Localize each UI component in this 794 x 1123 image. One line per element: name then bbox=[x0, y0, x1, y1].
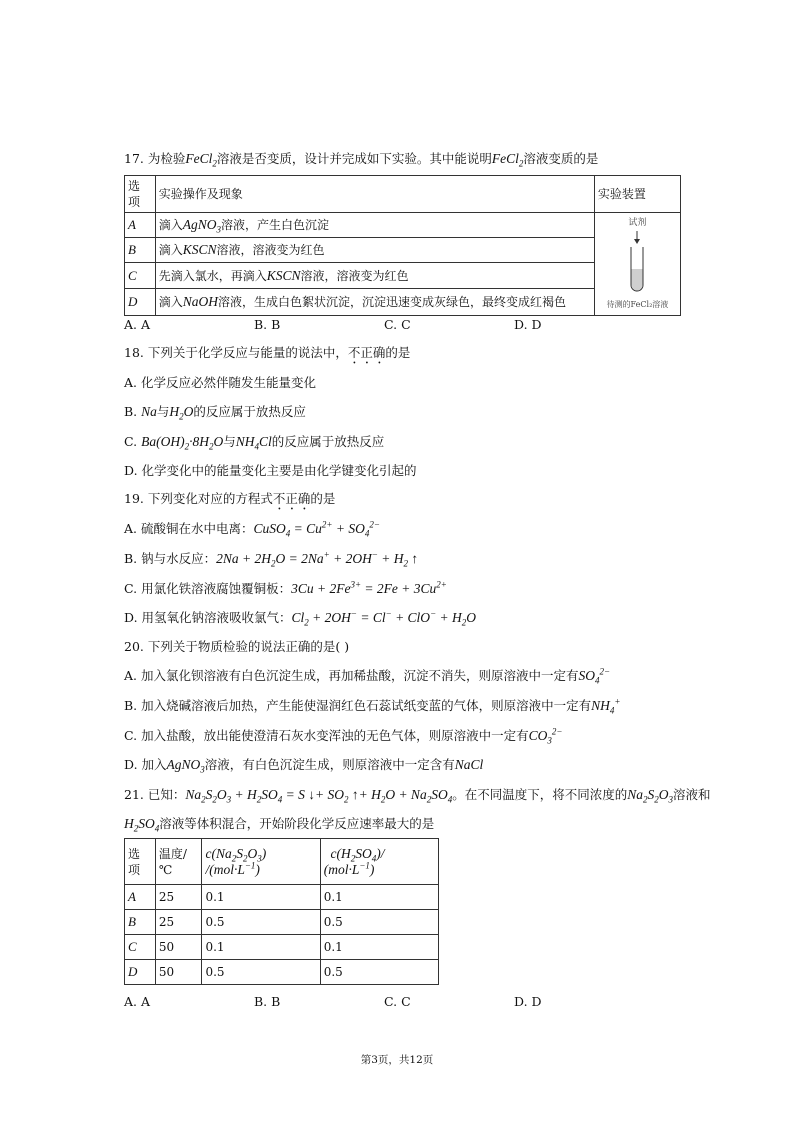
q20-option-d: D. 加入AgNO$_3$溶液，有白色沉淀生成，则原溶液中一定含有NaCl bbox=[124, 757, 484, 775]
test-tube-icon bbox=[617, 231, 657, 293]
q20-option-a: A. 加入氯化钡溶液有白色沉淀生成，再加稀盐酸，沉淀不消失，则原溶液中一定有$SO_4^{2-}$ bbox=[124, 666, 611, 686]
apparatus-cell: 试剂 待测的FeCl₂溶液 bbox=[594, 213, 680, 316]
q21-table: 选项 温度/℃ $c(Na_2S_2O_3)$ $/(mol\cdot L^{-1})$ $c(H_2SO_4)/$ $(mol\cdot L^{-1})$ A 25 0.1 0.1 B 25 0.5 0.5 C 50 0.1 0.1 D 50 0.5 0.5 bbox=[124, 838, 439, 985]
q18-option-b: B. Na与$H_2O$的反应属于放热反应 bbox=[124, 404, 306, 422]
q17-table: 选项 实验操作及现象 实验装置 A 滴入AgNO$_3$溶液，产生白色沉淀 试剂 待测的FeCl₂溶液 B 滴入KSCN溶液，溶液变为红色 C 先滴入氯水，再滴入KSCN溶液，溶液变为红色 D 滴入NaOH溶液，生成白色絮状沉淀，沉淀迅速变成灰绿色，最终变成红褐色 bbox=[124, 175, 681, 316]
q20-option-b: B. 加入烧碱溶液后加热，产生能使湿润红色石蕊试纸变蓝的气体，则原溶液中一定有$NH_4^+$ bbox=[124, 696, 621, 716]
q17-stem: 17. 为检验FeCl$_2$溶液是否变质，设计并完成如下实验。其中能说明FeCl$_2$溶液变质的是 bbox=[124, 151, 599, 169]
q19-option-c: C. 用氯化铁溶液腐蚀覆铜板：$3Cu + 2Fe^{3+} = 2Fe + 3Cu^{2+}$ bbox=[124, 579, 447, 596]
q18-option-c: C. $Ba(OH)_2\cdot 8H_2O$与$NH_4Cl$的反应属于放热反应 bbox=[124, 434, 385, 452]
q18-stem: 18. 下列关于化学反应与能量的说法中，不正确的是 bbox=[124, 345, 411, 360]
q18-option-a: A. 化学反应必然伴随发生能量变化 bbox=[124, 375, 316, 390]
q19-stem: 19. 下列变化对应的方程式不正确的是 bbox=[124, 491, 336, 506]
page-footer: 第3页，共12页 bbox=[360, 1054, 434, 1066]
q17-choices: A. A B. B C. C D. D bbox=[124, 317, 542, 332]
q20-stem: 20. 下列关于物质检验的说法正确的是( ) bbox=[124, 639, 350, 654]
q21-choices: A. A B. B C. C D. D bbox=[124, 994, 542, 1009]
q19-option-d: D. 用氢氧化钠溶液吸收氯气：$Cl_2 + 2OH^- = Cl^- + ClO^- + H_2O$ bbox=[124, 608, 476, 628]
q21-stem-line2: $H_2SO_4$溶液等体积混合，开始阶段化学反应速率最大的是 bbox=[124, 816, 435, 834]
q19-option-a: A. 硫酸铜在水中电离：CuSO$_4$ = $Cu^{2+} + SO_4^{2-}$ bbox=[124, 519, 380, 539]
q19-option-b: B. 钠与水反应：$2Na + 2H_2O = 2Na^+ + 2OH^- + H_2$ ↑ bbox=[124, 549, 419, 569]
q20-option-c: C. 加入盐酸，放出能使澄清石灰水变浑浊的无色气体，则原溶液中一定有$CO_3^{2-}$ bbox=[124, 726, 563, 746]
q18-option-d: D. 化学变化中的能量变化主要是由化学键变化引起的 bbox=[124, 463, 417, 478]
q21-stem-line1: 21. 已知：$Na_2S_2O_3 + H_2SO_4 = S$ ↓+ $SO_2$ ↑+ $H_2O + Na_2SO_4$。在不同温度下，将不同浓度的$Na_2S_2O_3$溶液和 bbox=[124, 787, 711, 805]
